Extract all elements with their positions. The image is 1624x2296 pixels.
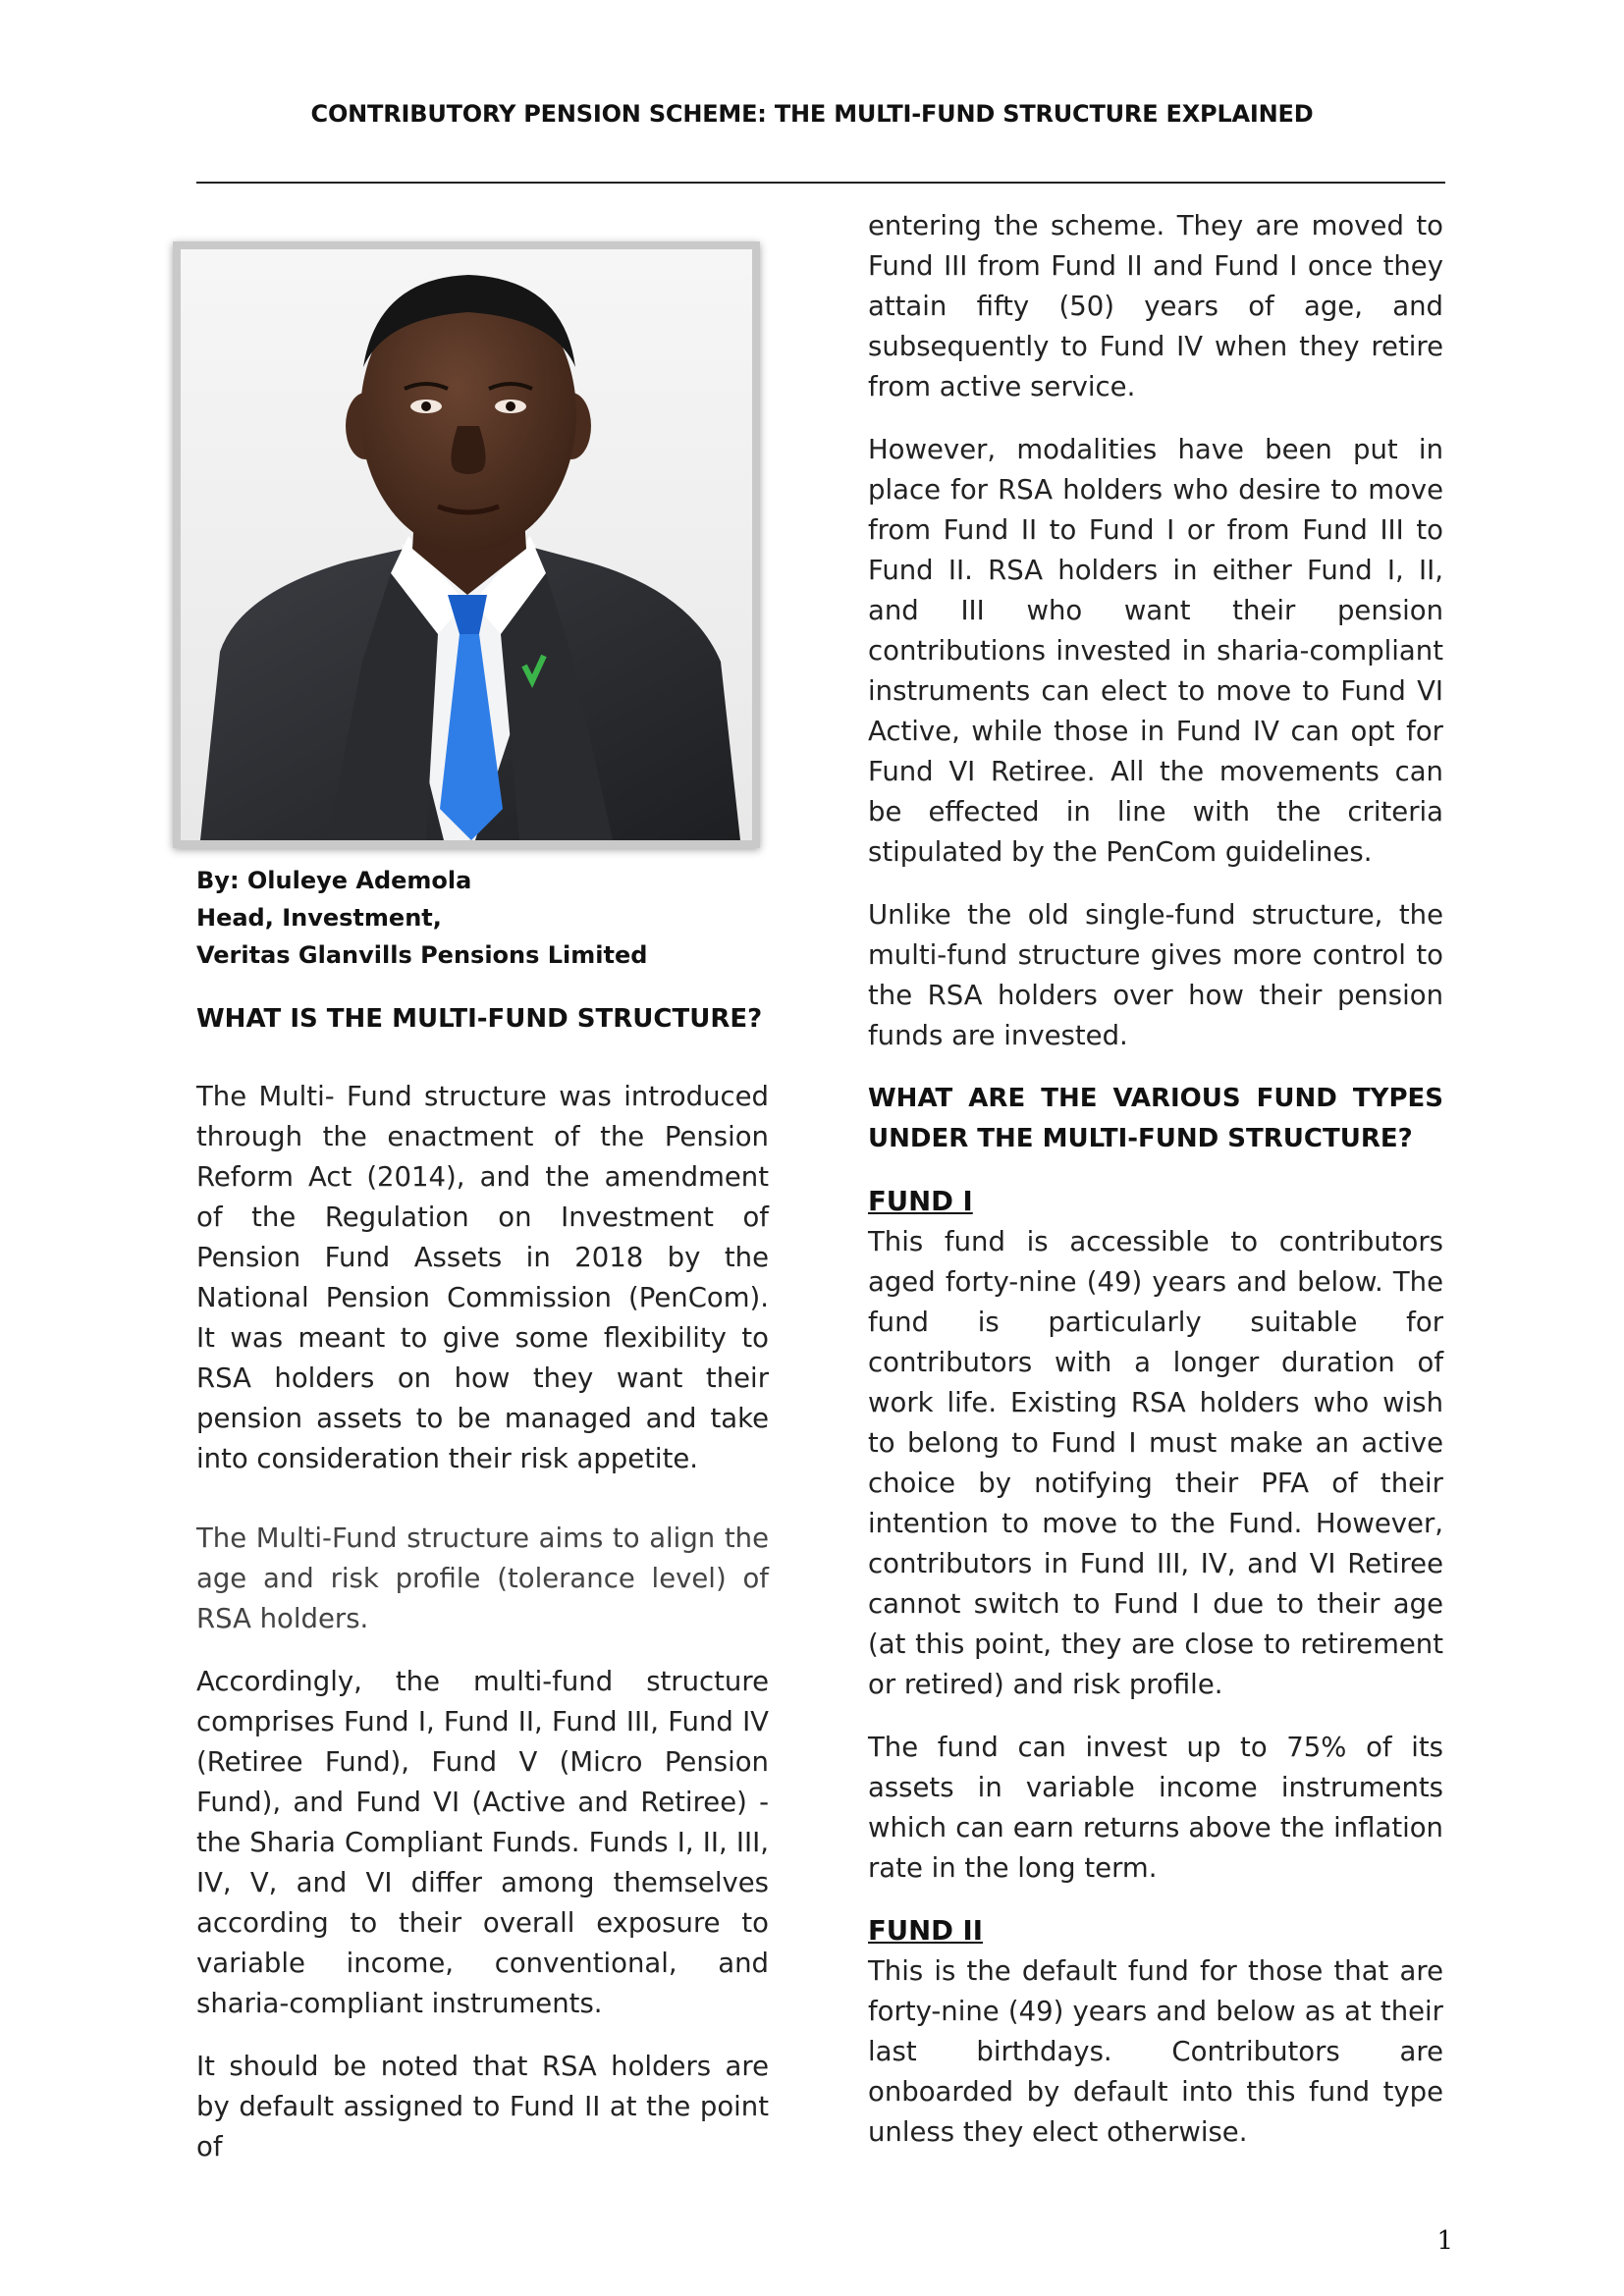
page-header-title: CONTRIBUTORY PENSION SCHEME: THE MULTI-FUND STRUCTURE EXPLAINED xyxy=(310,100,1314,128)
section-heading-fund-types: WHAT ARE THE VARIOUS FUND TYPES UNDER THE MULTI-FUND STRUCTURE? xyxy=(868,1084,1443,1153)
fund-1-heading: FUND I xyxy=(868,1186,973,1217)
paragraph: However, modalities have been put in place for RSA holders who desire to move from Fund II to Fund I or from Fund III to Fund II. RSA holders in either Fund I, II, and III who want their pension contributions invested in sharia-compliant instruments can elect to move to Fund VI Active, while those in Fund IV can opt for Fund VI Retiree. All the movements can be effected in line with the criteria stipulated by the PenCom guidelines. xyxy=(868,434,1443,868)
right-column xyxy=(868,206,1443,2153)
page-number: 1 xyxy=(1436,2226,1453,2256)
paragraph: Accordingly, the multi-fund structure comprises Fund I, Fund II, Fund III, Fund IV (Retiree Fund), Fund V (Micro Pension Fund), and Fund VI (Active and Retiree) - the Sharia Compliant Funds. Funds I, II, III, IV, V, and VI differ among themselves according to their overall exposure to variable income, conventional, and sharia-compliant instruments. xyxy=(196,1666,769,2019)
author-photo-frame xyxy=(173,241,760,848)
paragraph: Unlike the old single-fund structure, the multi-fund structure gives more control to the RSA holders over how their pension funds are invested. xyxy=(868,899,1443,1051)
author-role: Head, Investment, xyxy=(196,904,442,932)
author-portrait-illustration xyxy=(181,249,752,840)
section-heading-what-is: WHAT IS THE MULTI-FUND STRUCTURE? xyxy=(196,1004,763,1034)
paragraph: It should be noted that RSA holders are by default assigned to Fund II at the point of xyxy=(196,2051,769,2163)
paragraph: The Multi- Fund structure was introduced through the enactment of the Pension Reform Act (2014), and the amendment of the Regulation on Investment of Pension Fund Assets in 2018 by the National Pension Commission (PenCom). It was meant to give some flexibility to RSA holders on how they want their pension assets to be managed and take into consideration their risk appetite. xyxy=(196,1081,769,1474)
paragraph: This fund is accessible to contributors aged forty-nine (49) years and below. The fund is particularly suitable for contributors with a longer duration of work life. Existing RSA holders who wish to belong to Fund I must make an active choice by notifying their PFA of their intention to move to the Fund. However, contributors in Fund III, IV, and VI Retiree cannot switch to Fund I due to their age (at this point, they are close to retirement or retired) and risk profile. xyxy=(868,1226,1443,1700)
author-name: By: Oluleye Ademola xyxy=(196,867,472,894)
paragraph: The fund can invest up to 75% of its assets in variable income instruments which can earn returns above the inflation rate in the long term. xyxy=(868,1732,1443,1884)
fund-2-heading: FUND II xyxy=(868,1915,983,1947)
header-divider xyxy=(196,182,1445,184)
author-photo xyxy=(181,249,752,840)
paragraph: The Multi-Fund structure aims to align the age and risk profile (tolerance level) of RSA holders. xyxy=(196,1522,769,1634)
author-company: Veritas Glanvills Pensions Limited xyxy=(196,941,648,969)
left-column xyxy=(196,999,769,2167)
author-byline xyxy=(196,862,785,974)
paragraph: entering the scheme. They are moved to Fund III from Fund II and Fund I once they attain fifty (50) years of age, and subsequently to Fund IV when they retire from active service. xyxy=(868,210,1443,402)
paragraph: This is the default fund for those that are forty-nine (49) years and below as at their last birthdays. Contributors are onboarded by default into this fund type unless they elect otherwise. xyxy=(868,1955,1443,2148)
